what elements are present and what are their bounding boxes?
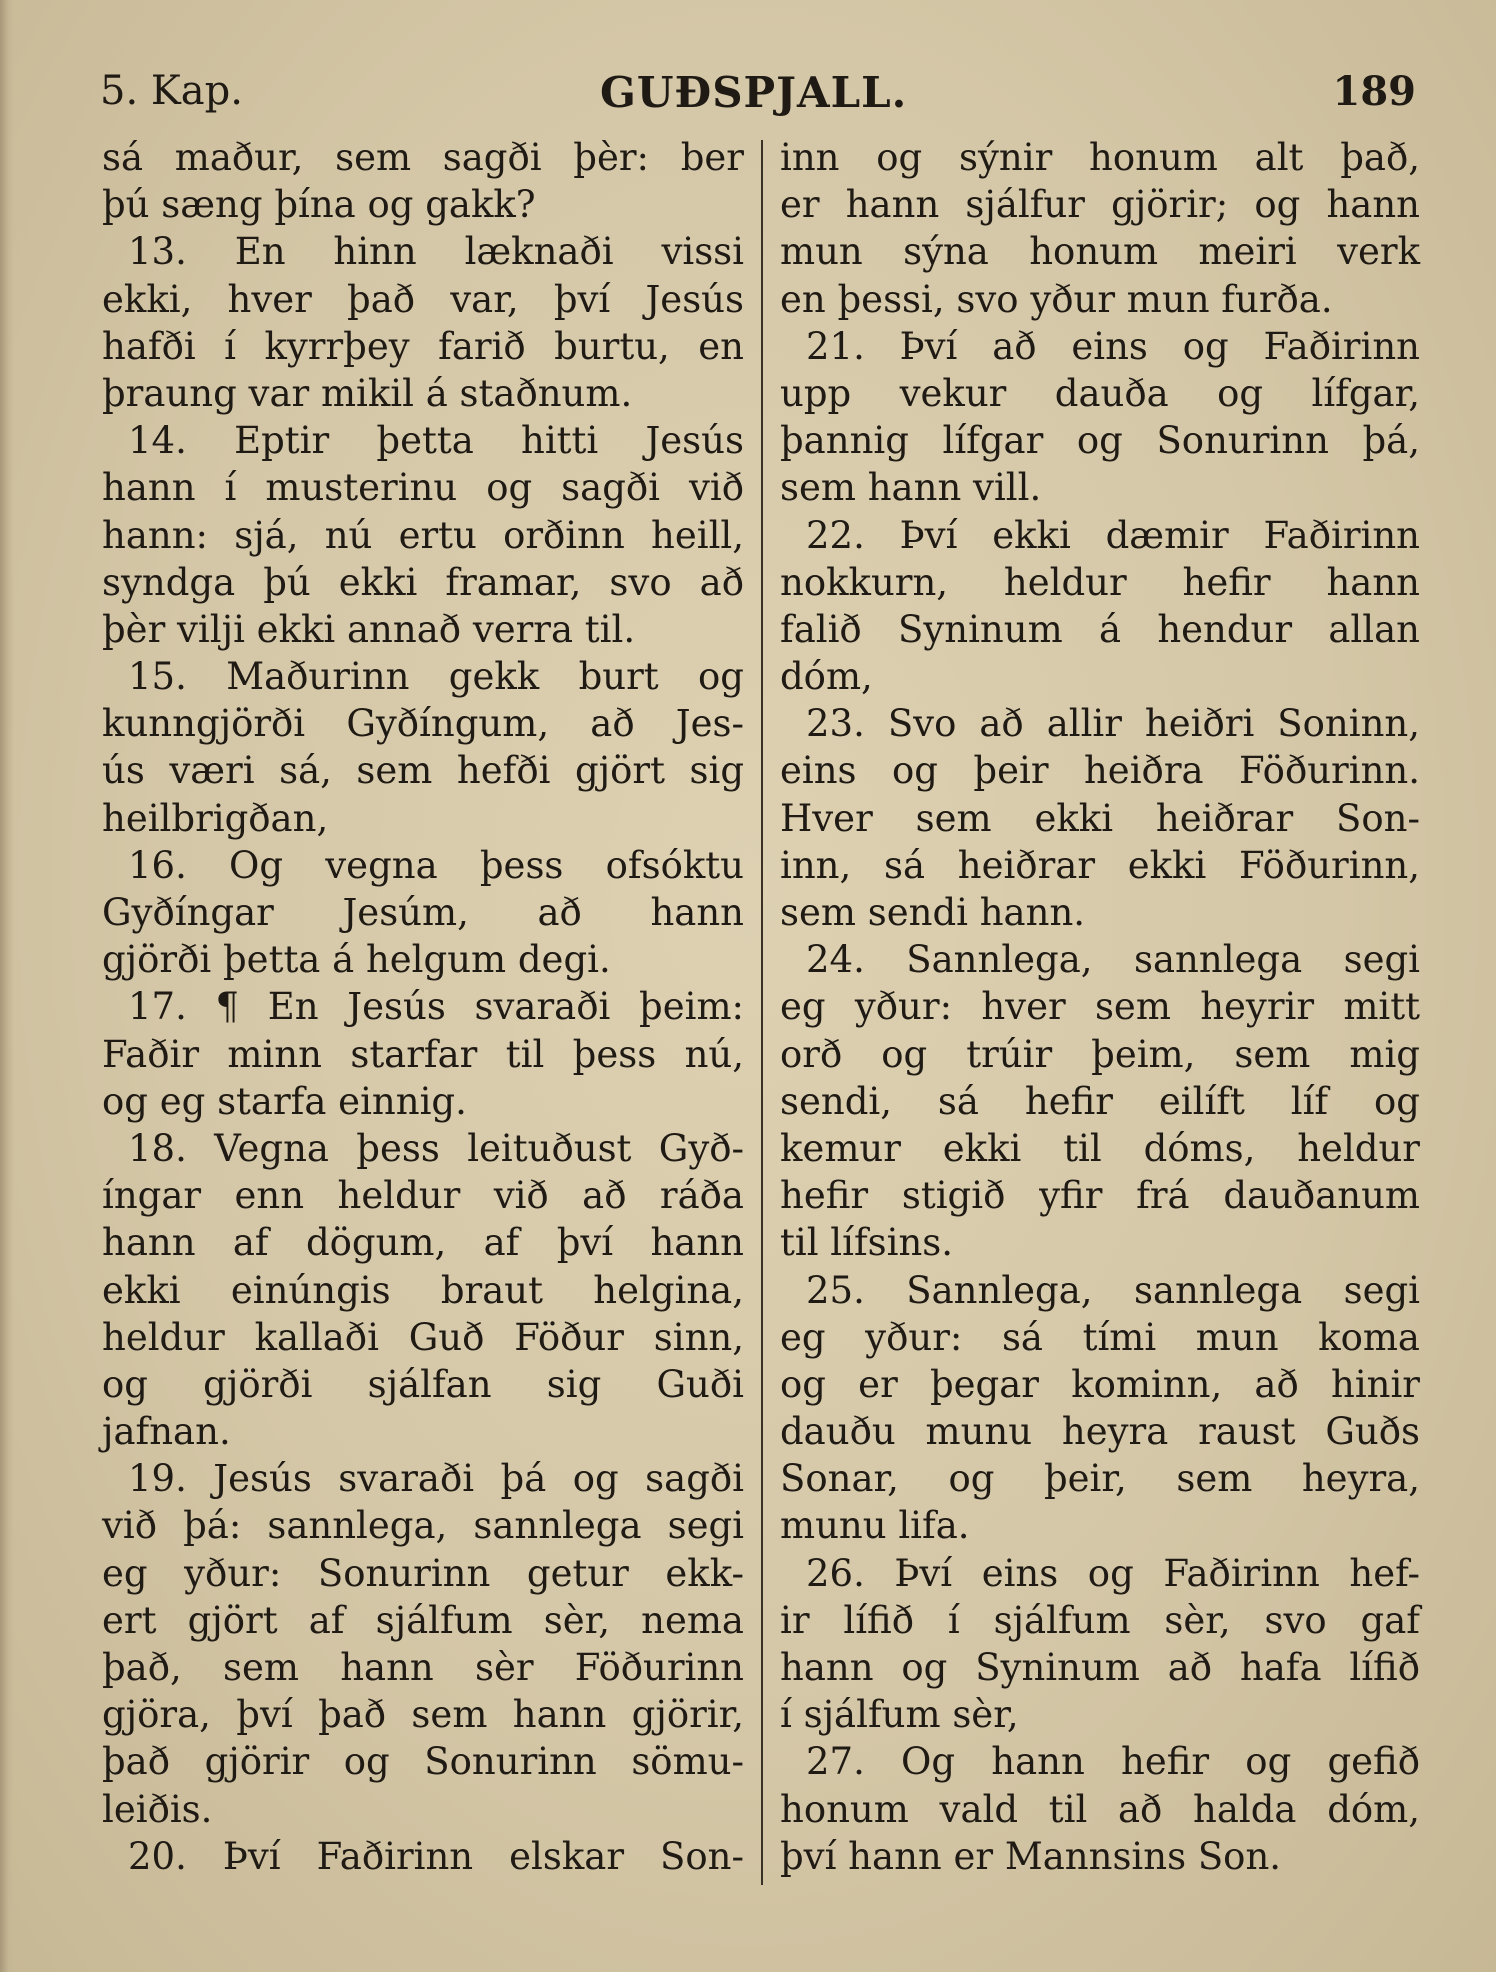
text-line: hann og Syninum að hafa lífið bbox=[780, 1646, 1420, 1689]
text-line: sendi, sá hefir eilíft líf og bbox=[780, 1079, 1420, 1123]
text-line: 17. ¶ En Jesús svaraði þeim: bbox=[128, 985, 744, 1029]
text-line: sem hann vill. bbox=[780, 466, 1042, 510]
text-line: munu lifa. bbox=[780, 1504, 970, 1548]
text-line: falið Syninum á hendur allan bbox=[780, 607, 1420, 651]
text-line: jafnan. bbox=[102, 1410, 231, 1454]
text-line: 13. En hinn læknaði vissi bbox=[128, 230, 744, 274]
text-line: hann í musterinu og sagði við bbox=[102, 466, 744, 510]
text-line: Hver sem ekki heiðrar Son- bbox=[780, 796, 1420, 840]
left-text-column bbox=[102, 134, 744, 1880]
text-line: 19. Jesús svaraði þá og sagði bbox=[128, 1457, 744, 1501]
text-line: eg yður: sá tími mun koma bbox=[780, 1315, 1420, 1359]
text-line: og er þegar kominn, að hinir bbox=[780, 1362, 1420, 1406]
text-line: þú sæng þína og gakk? bbox=[102, 183, 536, 227]
text-line: leiðis. bbox=[102, 1787, 213, 1831]
text-line: orð og trúir þeim, sem mig bbox=[780, 1032, 1420, 1076]
text-line: til lífsins. bbox=[780, 1221, 954, 1265]
text-line: er hann sjálfur gjörir; og hann bbox=[780, 183, 1420, 227]
text-line: 22. Því ekki dæmir Faðirinn bbox=[806, 513, 1420, 557]
text-line: ert gjört af sjálfum sèr, nema bbox=[102, 1598, 744, 1642]
text-line: Faðir minn starfar til þess nú, bbox=[102, 1032, 744, 1076]
chapter-label: 5. Kap. bbox=[100, 68, 243, 114]
text-line: þannig lífgar og Sonurinn þá, bbox=[780, 419, 1420, 463]
text-line: gjörði þetta á helgum degi. bbox=[102, 938, 611, 982]
text-line: hefir stigið yfir frá dauðanum bbox=[780, 1174, 1420, 1218]
text-line: í sjálfum sèr, bbox=[780, 1693, 1019, 1737]
text-line: hann af dögum, af því hann bbox=[102, 1221, 744, 1265]
text-line: ir lífið í sjálfum sèr, svo gaf bbox=[780, 1598, 1420, 1642]
text-line: eg yður: hver sem heyrir mitt bbox=[780, 985, 1420, 1029]
column-divider bbox=[761, 140, 763, 1885]
text-line: og gjörði sjálfan sig Guði bbox=[102, 1362, 744, 1406]
text-line: inn, sá heiðrar ekki Föðurinn, bbox=[780, 843, 1420, 887]
text-line: mun sýna honum meiri verk bbox=[780, 230, 1420, 274]
text-line: dauðu munu heyra raust Guðs bbox=[780, 1410, 1420, 1454]
text-line: kunngjörði Gyðíngum, að Jes- bbox=[102, 702, 744, 746]
text-line: ekki, hver það var, því Jesús bbox=[102, 277, 744, 321]
text-line: gjöra, því það sem hann gjörir, bbox=[102, 1693, 744, 1737]
text-line: ekki einúngis braut helgina, bbox=[102, 1268, 744, 1312]
text-line: sá maður, sem sagði þèr: ber bbox=[102, 136, 744, 179]
text-line: það, sem hann sèr Föðurinn bbox=[102, 1646, 744, 1689]
text-line: upp vekur dauða og lífgar, bbox=[780, 371, 1420, 415]
text-line: íngar enn heldur við að ráða bbox=[102, 1174, 744, 1218]
text-line: syndga þú ekki framar, svo að bbox=[102, 560, 744, 604]
text-line: 18. Vegna þess leituðust Gyð- bbox=[128, 1126, 744, 1170]
text-line: kemur ekki til dóms, heldur bbox=[780, 1126, 1420, 1170]
text-line: 23. Svo að allir heiðri Soninn, bbox=[806, 702, 1420, 746]
text-line: heilbrigðan, bbox=[102, 796, 329, 840]
text-line: 15. Maðurinn gekk burt og bbox=[128, 655, 744, 699]
text-line: 24. Sannlega, sannlega segi bbox=[806, 938, 1420, 982]
text-line: Sonar, og þeir, sem heyra, bbox=[780, 1457, 1420, 1501]
text-line: hann: sjá, nú ertu orðinn heill, bbox=[102, 513, 744, 557]
text-line: honum vald til að halda dóm, bbox=[780, 1787, 1420, 1831]
text-line: ús væri sá, sem hefði gjört sig bbox=[102, 749, 744, 793]
text-line: það gjörir og Sonurinn sömu- bbox=[102, 1740, 744, 1784]
book-title: GUÐSPJALL. bbox=[600, 68, 908, 117]
text-line: sem sendi hann. bbox=[780, 891, 1086, 934]
text-line: 20. Því Faðirinn elskar Son- bbox=[128, 1834, 744, 1878]
text-line: 25. Sannlega, sannlega segi bbox=[806, 1268, 1420, 1312]
text-line: dóm, bbox=[780, 655, 873, 699]
text-line: hafði í kyrrþey farið burtu, en bbox=[102, 324, 744, 368]
text-line: en þessi, svo yður mun furða. bbox=[780, 277, 1333, 321]
text-line: því hann er Mannsins Son. bbox=[780, 1834, 1282, 1878]
text-line: eg yður: Sonurinn getur ekk- bbox=[102, 1551, 744, 1595]
text-line: 21. Því að eins og Faðirinn bbox=[806, 324, 1420, 368]
running-header bbox=[100, 68, 1416, 128]
text-line: þèr vilji ekki annað verra til. bbox=[102, 607, 636, 651]
text-line: 14. Eptir þetta hitti Jesús bbox=[128, 419, 744, 463]
text-line: heldur kallaði Guð Föður sinn, bbox=[102, 1315, 744, 1359]
text-line: 16. Og vegna þess ofsóktu bbox=[128, 843, 744, 887]
text-line: eins og þeir heiðra Föðurinn. bbox=[780, 749, 1420, 793]
right-text-column bbox=[780, 134, 1420, 1880]
text-line: nokkurn, heldur hefir hann bbox=[780, 560, 1420, 604]
page-binding-edge bbox=[0, 0, 14, 1972]
text-line: Gyðíngar Jesúm, að hann bbox=[102, 891, 744, 934]
text-line: og eg starfa einnig. bbox=[102, 1079, 467, 1123]
text-line: við þá: sannlega, sannlega segi bbox=[102, 1504, 744, 1548]
text-line: 26. Því eins og Faðirinn hef- bbox=[806, 1551, 1420, 1595]
text-line: 27. Og hann hefir og gefið bbox=[806, 1740, 1420, 1784]
text-line: þraung var mikil á staðnum. bbox=[102, 371, 633, 415]
text-line: inn og sýnir honum alt það, bbox=[780, 136, 1420, 179]
page-number: 189 bbox=[1332, 68, 1416, 115]
